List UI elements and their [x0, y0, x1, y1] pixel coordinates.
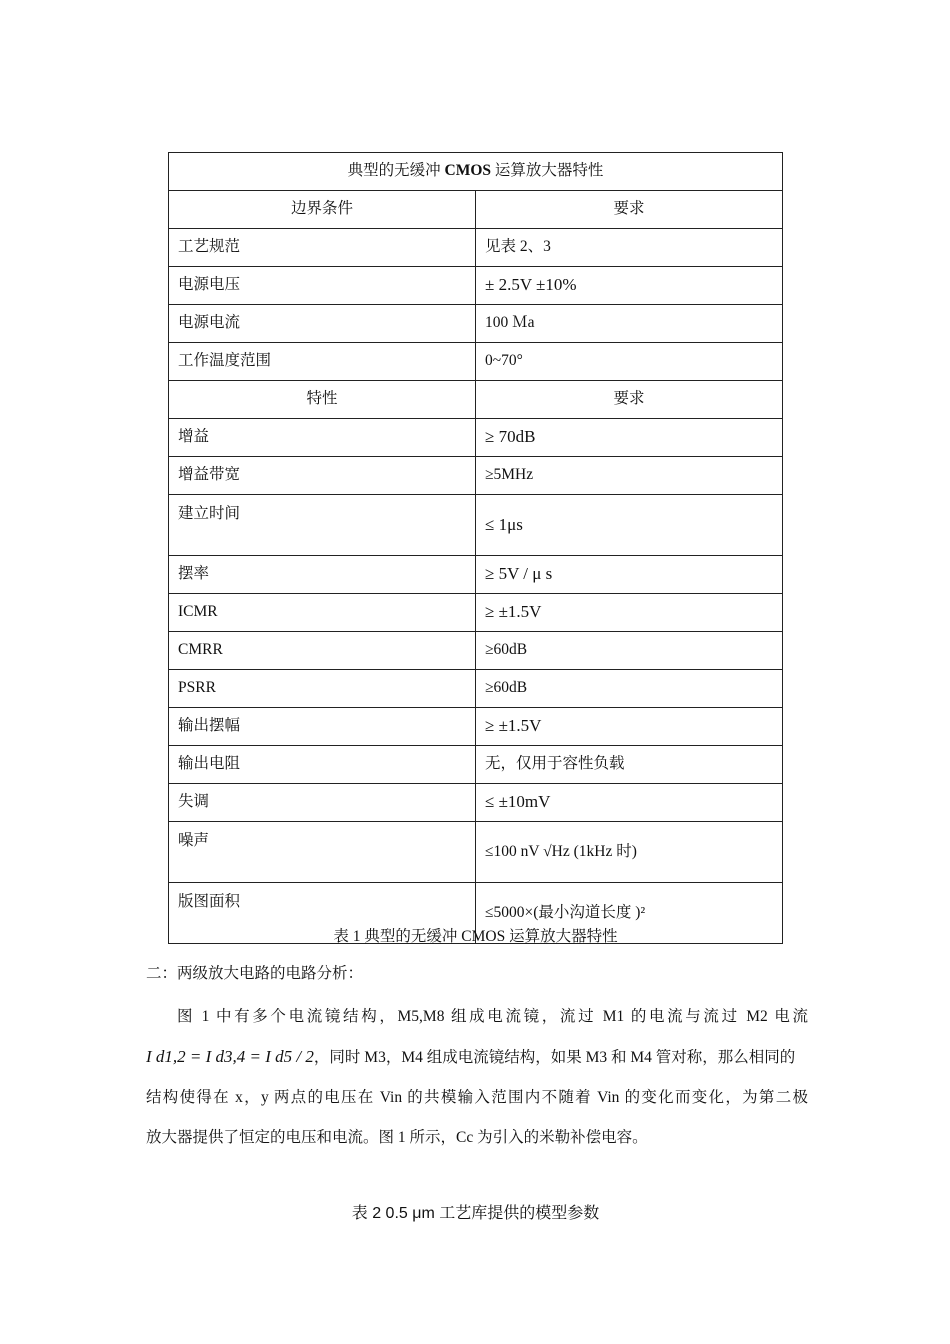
table-row	[169, 822, 783, 883]
row-name: 电源电流	[169, 305, 476, 343]
paragraph-line: 结构使得在 x，y 两点的电压在 Vin 的共模输入范围内不随着 Vin 的变化而变化，为第二极	[146, 1089, 808, 1106]
row-value: ≥ 70dB	[476, 419, 783, 457]
table-title-suffix: 运算放大器特性	[494, 162, 604, 180]
table-title-prefix: 典型的无缓冲	[347, 162, 441, 180]
row-name: 噪声	[169, 822, 476, 883]
table-row	[169, 419, 783, 457]
table2-caption: 表 2 0.5 μm 工艺库提供的模型参数	[351, 1205, 600, 1222]
section-header-col1: 边界条件	[169, 191, 476, 229]
table-row	[169, 670, 783, 708]
row-name: 摆率	[169, 556, 476, 594]
table-row	[169, 343, 783, 381]
table-row	[169, 457, 783, 495]
table-row	[169, 708, 783, 746]
row-value: ≥60dB	[476, 632, 783, 670]
table-row	[169, 632, 783, 670]
current-formula: I d1,2 = I d3,4 = I d5 / 2	[146, 1047, 314, 1066]
spec-table	[168, 152, 783, 944]
section-header-col2: 要求	[476, 381, 783, 419]
section-header-col2: 要求	[476, 191, 783, 229]
paragraph-text: ，同时 M3，M4 组成电流镜结构，如果 M3 和 M4 管对称，那么相同的	[313, 1049, 796, 1066]
section-header-row	[169, 191, 783, 229]
table-row	[169, 495, 783, 556]
table-title	[169, 153, 783, 191]
row-name: 输出电阻	[169, 746, 476, 784]
paragraph-line: 放大器提供了恒定的电压和电流。图 1 所示，Cc 为引入的米勒补偿电容。	[146, 1129, 648, 1146]
row-name: 输出摆幅	[169, 708, 476, 746]
section-header-col1: 特性	[169, 381, 476, 419]
row-value: ≤ 1μs	[476, 495, 783, 556]
row-name: 工作温度范围	[169, 343, 476, 381]
row-value: ≥ ±1.5V	[476, 708, 783, 746]
row-value: ± 2.5V ±10%	[476, 267, 783, 305]
row-value: ≥ ±1.5V	[476, 594, 783, 632]
row-name: 版图面积	[169, 883, 476, 944]
row-value: ≥60dB	[476, 670, 783, 708]
table-row	[169, 305, 783, 343]
row-value: ≤5000×(最小沟道长度 )²	[476, 883, 783, 944]
row-value: 见表 2、3	[476, 229, 783, 267]
row-name: ICMR	[169, 594, 476, 632]
analysis-paragraph	[146, 997, 808, 1158]
row-value: ≥ 5V / μ s	[476, 556, 783, 594]
row-name: 电源电压	[169, 267, 476, 305]
section-heading: 二：两级放大电路的电路分析：	[146, 965, 364, 982]
row-value: ≥5MHz	[476, 457, 783, 495]
table-row	[169, 267, 783, 305]
table-title-bold: CMOS	[444, 162, 491, 180]
table-row	[169, 746, 783, 784]
row-name: 增益带宽	[169, 457, 476, 495]
row-name: CMRR	[169, 632, 476, 670]
row-value: ≤100 nV √Hz (1kHz 时)	[476, 822, 783, 883]
row-value: 100 Ｍa	[476, 305, 783, 343]
row-value: 0~70°	[476, 343, 783, 381]
table-row	[169, 594, 783, 632]
row-name: 增益	[169, 419, 476, 457]
row-name: 建立时间	[169, 495, 476, 556]
table-row	[169, 229, 783, 267]
row-name: 工艺规范	[169, 229, 476, 267]
section-header-row	[169, 381, 783, 419]
paragraph-line	[146, 1037, 808, 1078]
row-name: 失调	[169, 784, 476, 822]
table-row	[169, 784, 783, 822]
table-row	[169, 556, 783, 594]
row-value: ≤ ±10mV	[476, 784, 783, 822]
table-title-row	[169, 153, 783, 191]
row-name: PSRR	[169, 670, 476, 708]
table-caption: 表 1 典型的无缓冲 CMOS 运算放大器特性	[333, 928, 618, 945]
paragraph-line: 图 1 中有多个电流镜结构，M5,M8 组成电流镜，流过 M1 的电流与流过 M2 电流	[177, 1008, 808, 1025]
row-value: 无，仅用于容性负载	[476, 746, 783, 784]
